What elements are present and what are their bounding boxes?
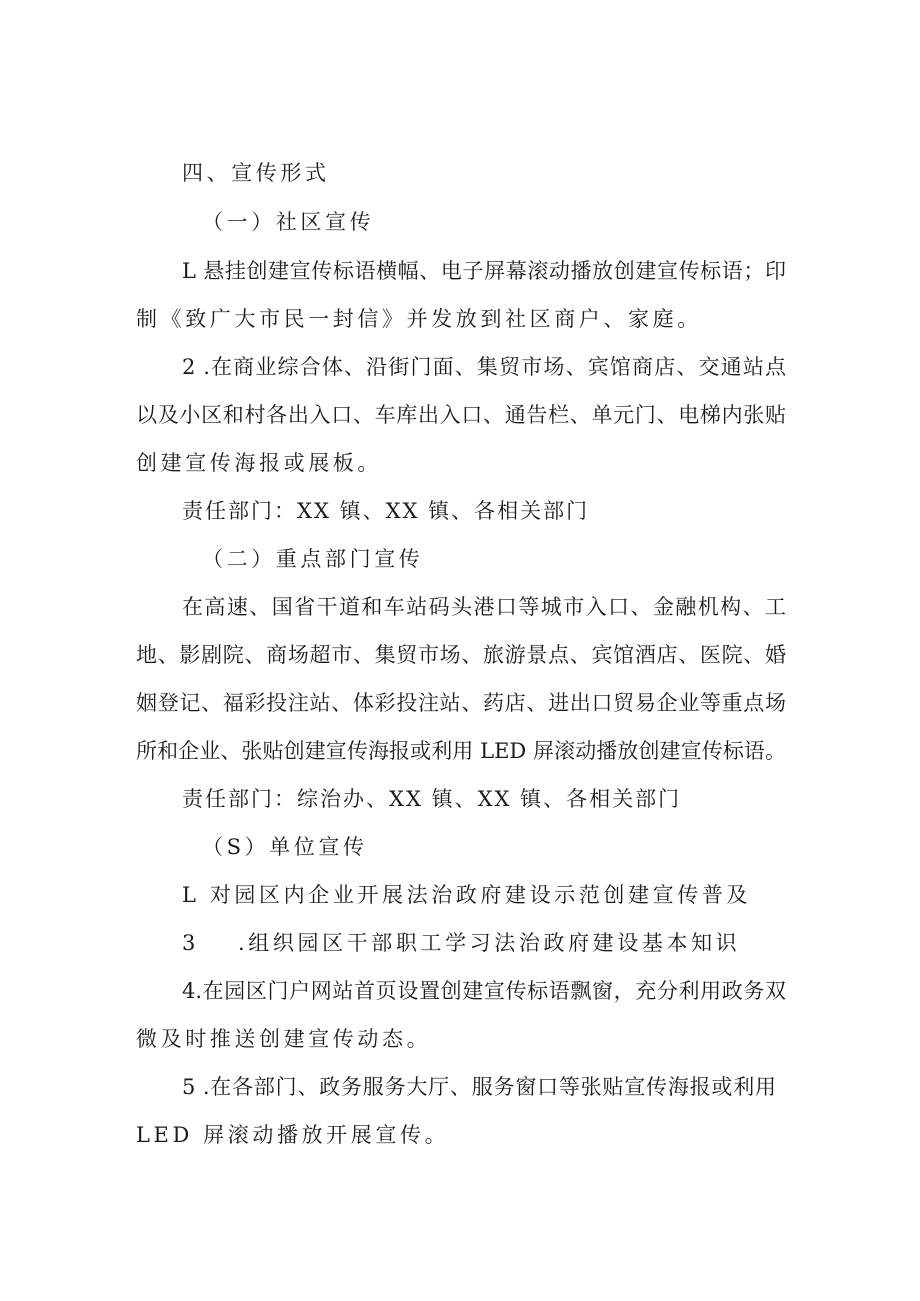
list-number: 3	[182, 931, 199, 955]
paragraph-line: L 悬挂创建宣传标语横幅、电子屏幕滚动播放创建宣传标语；印	[182, 259, 786, 283]
paragraph-line: .组织园区干部职工学习法治政府建设基本知识	[238, 931, 741, 955]
subsection-title-key-departments: （二）重点部门宣传	[202, 547, 424, 571]
paragraph-line: 4.在园区门户网站首页设置创建宣传标语飘窗，充分利用政务双	[182, 979, 786, 1003]
paragraph-line: 姻登记、福彩投注站、体彩投注站、药店、进出口贸易企业等重点场	[136, 691, 786, 715]
responsible-departments: 责任部门：XX 镇、XX 镇、各相关部门	[182, 499, 590, 523]
paragraph-line: 所和企业、张贴创建宣传海报或利用 LED 屏滚动播放创建宣传标语。	[136, 739, 786, 763]
paragraph-line: 制《致广大市民一封信》并发放到社区商户、家庭。	[136, 307, 702, 331]
subsection-title-units: （S）单位宣传	[202, 835, 368, 859]
paragraph-line: 创建宣传海报或展板。	[136, 451, 382, 475]
section-heading: 四、宣传形式	[182, 161, 330, 185]
paragraph-line: 以及小区和村各出入口、车库出入口、通告栏、单元门、电梯内张贴	[136, 403, 786, 427]
paragraph-line: 微及时推送创建宣传动态。	[136, 1027, 432, 1051]
responsible-departments: 责任部门：综治办、XX 镇、XX 镇、各相关部门	[182, 787, 682, 811]
paragraph-line: 在高速、国省干道和车站码头港口等城市入口、金融机构、工	[182, 595, 786, 619]
paragraph-line: 2 .在商业综合体、沿街门面、集贸市场、宾馆商店、交通站点	[182, 355, 786, 379]
paragraph-line: LED 屏滚动播放开展宣传。	[136, 1123, 450, 1147]
paragraph-line: L 对园区内企业开展法治政府建设示范创建宣传普及	[182, 883, 752, 907]
paragraph-line: 5 .在各部门、政务服务大厅、服务窗口等张贴宣传海报或利用	[182, 1075, 776, 1099]
subsection-title-community: （一）社区宣传	[202, 210, 375, 234]
paragraph-line: 地、影剧院、商场超市、集贸市场、旅游景点、宾馆酒店、医院、婚	[136, 643, 786, 667]
